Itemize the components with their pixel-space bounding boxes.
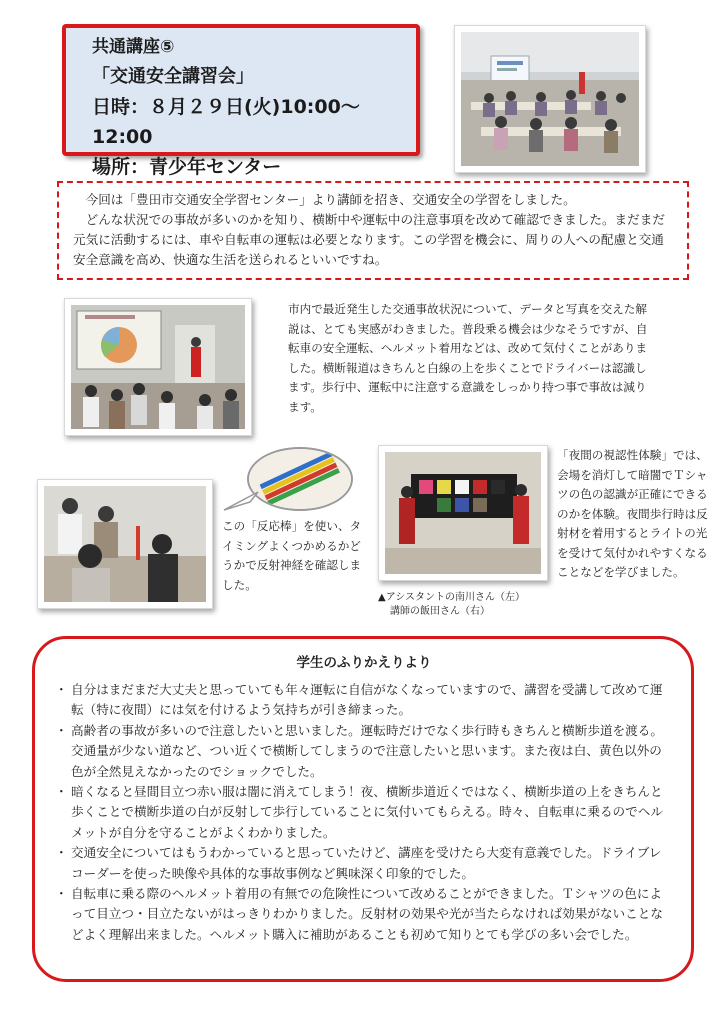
event-title: 「交通安全講習会」: [92, 66, 254, 87]
night-visibility-description: 「夜間の視認性体験」では、会場を消灯して暗闇でＴシャツの色の認識が正確にできるのかを体験。夜間歩行時は反射材を着用するとライトの光を受けて気付かれやすくなることなどを学びました。: [557, 448, 708, 579]
list-item: ・ 暗くなると昼間目立つ赤い服は闇に消えてしまう！夜、横断歩道近くではなく、横断歩道の上をきちんと歩くことで横断歩道の白が反射して歩行していることに気付いてもらえる。時々、自転車に乗るのでヘルメットが自分を守ることがよくわかりました。: [55, 782, 673, 843]
lecture-description: 市内で最近発生した交通事故状況について、データと写真を交えた解説は、とても実感がわきました。普段乗る機会は少なそうですが、自転車の安全運転、ヘルメット着用などは、改めて気付くことがありました。横断報道はきちんと白線の上を歩くことでドライバーは認識します。歩行中、運転中に注意する意識をしっかり持つ事で事故は減ります。: [288, 302, 648, 414]
photo-night-visibility: [378, 445, 548, 581]
event-place: 場所：青少年センター: [92, 156, 282, 178]
reaction-practice-image: [44, 486, 206, 602]
reflection-list: [55, 680, 673, 945]
reflection-box: [32, 636, 694, 982]
photo-presentation: [64, 298, 252, 436]
course-label: 共通講座⑤: [92, 37, 175, 57]
reflection-title: 学生のふりかえりより: [296, 655, 432, 671]
event-datetime: 日時：８月２９日(火)10:00～12:00: [92, 96, 360, 148]
intro-box: [57, 181, 689, 280]
header-box: [62, 24, 420, 178]
photo-caption: [378, 591, 553, 619]
intro-paragraph-1: 今回は「豊田市交通安全学習センター」より講師を招き、交通安全の学習をしました。: [85, 192, 576, 207]
presentation-image: [71, 305, 245, 429]
bubble-tail: [220, 490, 260, 514]
list-item: ・ 高齢者の事故が多いので注意したいと思いました。運転時だけでなく歩行時もきちんと横断歩道を渡る。交通量が少ない道など、つい近くで横断してしまうので注意したいと思います。また夜は白、黄色以外の色が全然見えなかったのでショックでした。: [55, 721, 673, 782]
caption-line-2: 講師の飯田さん（右）: [390, 606, 490, 617]
photo-lecture-hall: [454, 25, 646, 173]
intro-paragraph-2: どんな状況での事故が多いのかを知り、横断中や運転中の注意事項を改めて確認できました。まだまだ元気に活動するには、車や自転車の運転は必要となります。この学習を機会に、周りの人への配慮と交通安全意識を高め、快適な生活を送られるといいですね。: [73, 212, 665, 267]
night-visibility-image: [385, 452, 541, 574]
list-item: ・ 交通安全についてはもうわかっていると思っていたけど、講座を受けたら大変有意義でした。ドライブレコーダーを使った映像や具体的な事故事例など興味深く印象的でした。: [55, 843, 673, 884]
list-item: ・ 自分はまだまだ大丈夫と思っていても年々運転に自信がなくなっていますので、講習を受講して改めて運転（特に夜間）には気を付けるよう気持ちが引き締まった。: [55, 680, 673, 721]
lecture-hall-image: [461, 32, 639, 166]
reaction-stick-icon: [249, 449, 351, 509]
reaction-description: この「反応棒」を使い、タイミングよくつかめるかどうかで反射神経を確認しました。: [222, 519, 362, 592]
photo-reaction-practice: [37, 479, 213, 609]
reaction-stick-bubble: [247, 447, 353, 511]
caption-line-1: ▲アシスタントの南川さん（左）: [378, 592, 525, 603]
list-item: ・ 自転車に乗る際のヘルメット着用の有無での危険性について改めることができました。Ｔシャツの色によって目立つ・目立たないがはっきりわかりました。反射材の効果や光が当たらなければ効果がないことなどよく理解出来ました。ヘルメット購入に補助があることも初めて知りとても学びの多い会でした。: [55, 884, 673, 945]
